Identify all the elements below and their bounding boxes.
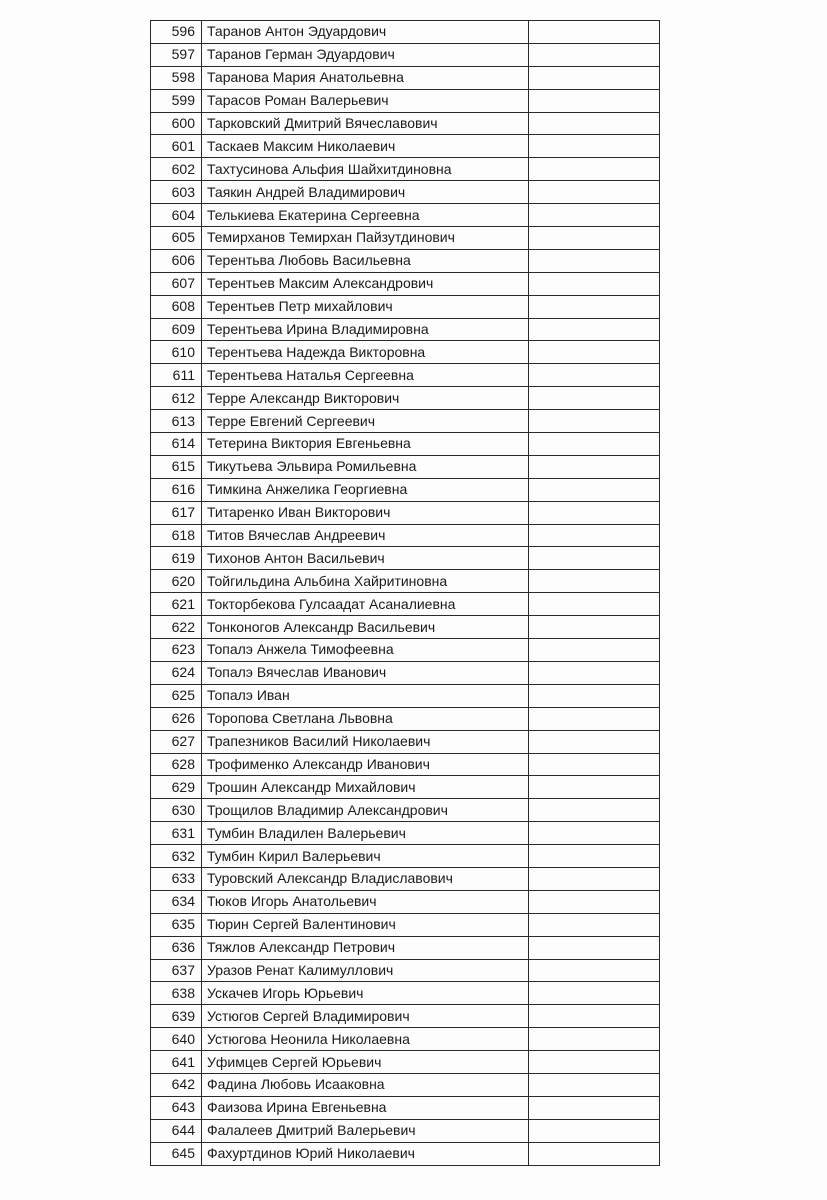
row-number-cell: 623 xyxy=(151,639,202,662)
full-name-cell: Фаизова Ирина Евгеньевна xyxy=(202,1096,529,1119)
empty-cell xyxy=(529,730,660,753)
row-number-cell: 613 xyxy=(151,410,202,433)
table-row xyxy=(151,433,660,456)
table-row xyxy=(151,890,660,913)
row-number-cell: 637 xyxy=(151,959,202,982)
full-name-cell: Таранов Герман Эдуардович xyxy=(202,43,529,66)
full-name-cell: Уфимцев Сергей Юрьевич xyxy=(202,1051,529,1074)
full-name-cell: Титов Вячеслав Андреевич xyxy=(202,524,529,547)
row-number-cell: 618 xyxy=(151,524,202,547)
row-number-cell: 599 xyxy=(151,89,202,112)
row-number-cell: 617 xyxy=(151,501,202,524)
empty-cell xyxy=(529,501,660,524)
empty-cell xyxy=(529,1096,660,1119)
empty-cell xyxy=(529,593,660,616)
empty-cell xyxy=(529,707,660,730)
table-row xyxy=(151,227,660,250)
table-row xyxy=(151,181,660,204)
full-name-cell: Тарковский Дмитрий Вячеславович xyxy=(202,112,529,135)
row-number-cell: 630 xyxy=(151,799,202,822)
empty-cell xyxy=(529,547,660,570)
table-row xyxy=(151,501,660,524)
full-name-cell: Тарасов Роман Валерьевич xyxy=(202,89,529,112)
full-name-cell: Таякин Андрей Владимирович xyxy=(202,181,529,204)
empty-cell xyxy=(529,524,660,547)
empty-cell xyxy=(529,684,660,707)
empty-cell xyxy=(529,410,660,433)
table-row xyxy=(151,799,660,822)
full-name-cell: Фадина Любовь Исааковна xyxy=(202,1073,529,1096)
table-row xyxy=(151,616,660,639)
table-row xyxy=(151,410,660,433)
full-name-cell: Топалэ Вячеслав Иванович xyxy=(202,661,529,684)
empty-cell xyxy=(529,822,660,845)
empty-cell xyxy=(529,478,660,501)
table-row xyxy=(151,1142,660,1165)
full-name-cell: Тюрин Сергей Валентинович xyxy=(202,913,529,936)
empty-cell xyxy=(529,1028,660,1051)
full-name-cell: Топалэ Иван xyxy=(202,684,529,707)
row-number-cell: 627 xyxy=(151,730,202,753)
table-row xyxy=(151,66,660,89)
table-row xyxy=(151,455,660,478)
table-row xyxy=(151,21,660,44)
table-row xyxy=(151,1119,660,1142)
row-number-cell: 597 xyxy=(151,43,202,66)
empty-cell xyxy=(529,43,660,66)
table-row xyxy=(151,272,660,295)
roster-table-body xyxy=(151,21,660,1166)
full-name-cell: Темирханов Темирхан Пайзутдинович xyxy=(202,227,529,250)
full-name-cell: Тикутьева Эльвира Ромильевна xyxy=(202,455,529,478)
row-number-cell: 624 xyxy=(151,661,202,684)
full-name-cell: Тумбин Владилен Валерьевич xyxy=(202,822,529,845)
empty-cell xyxy=(529,387,660,410)
full-name-cell: Терентьева Ирина Владимировна xyxy=(202,318,529,341)
row-number-cell: 628 xyxy=(151,753,202,776)
full-name-cell: Трапезников Василий Николаевич xyxy=(202,730,529,753)
table-row xyxy=(151,1005,660,1028)
row-number-cell: 638 xyxy=(151,982,202,1005)
full-name-cell: Терентьева Надежда Викторовна xyxy=(202,341,529,364)
table-row xyxy=(151,387,660,410)
row-number-cell: 631 xyxy=(151,822,202,845)
full-name-cell: Тойгильдина Альбина Хайритиновна xyxy=(202,570,529,593)
full-name-cell: Тонконогов Александр Васильевич xyxy=(202,616,529,639)
row-number-cell: 608 xyxy=(151,295,202,318)
empty-cell xyxy=(529,433,660,456)
empty-cell xyxy=(529,799,660,822)
table-row xyxy=(151,753,660,776)
empty-cell xyxy=(529,936,660,959)
full-name-cell: Терре Александр Викторович xyxy=(202,387,529,410)
table-row xyxy=(151,478,660,501)
table-row xyxy=(151,593,660,616)
row-number-cell: 611 xyxy=(151,364,202,387)
row-number-cell: 635 xyxy=(151,913,202,936)
full-name-cell: Терентьева Наталья Сергеевна xyxy=(202,364,529,387)
row-number-cell: 596 xyxy=(151,21,202,44)
table-row xyxy=(151,982,660,1005)
full-name-cell: Титаренко Иван Викторович xyxy=(202,501,529,524)
table-row xyxy=(151,547,660,570)
row-number-cell: 643 xyxy=(151,1096,202,1119)
full-name-cell: Фалалеев Дмитрий Валерьевич xyxy=(202,1119,529,1142)
empty-cell xyxy=(529,341,660,364)
full-name-cell: Трошин Александр Михайлович xyxy=(202,776,529,799)
table-row xyxy=(151,1096,660,1119)
table-row xyxy=(151,1051,660,1074)
table-row xyxy=(151,570,660,593)
row-number-cell: 619 xyxy=(151,547,202,570)
roster-table xyxy=(150,20,660,1166)
empty-cell xyxy=(529,913,660,936)
table-row xyxy=(151,318,660,341)
table-row xyxy=(151,936,660,959)
empty-cell xyxy=(529,21,660,44)
row-number-cell: 633 xyxy=(151,867,202,890)
row-number-cell: 610 xyxy=(151,341,202,364)
row-number-cell: 603 xyxy=(151,181,202,204)
row-number-cell: 604 xyxy=(151,204,202,227)
row-number-cell: 640 xyxy=(151,1028,202,1051)
full-name-cell: Фахуртдинов Юрий Николаевич xyxy=(202,1142,529,1165)
full-name-cell: Тимкина Анжелика Георгиевна xyxy=(202,478,529,501)
full-name-cell: Таранова Мария Анатольевна xyxy=(202,66,529,89)
full-name-cell: Тумбин Кирил Валерьевич xyxy=(202,845,529,868)
row-number-cell: 614 xyxy=(151,433,202,456)
full-name-cell: Терентьев Максим Александрович xyxy=(202,272,529,295)
row-number-cell: 639 xyxy=(151,1005,202,1028)
table-row xyxy=(151,89,660,112)
empty-cell xyxy=(529,135,660,158)
empty-cell xyxy=(529,959,660,982)
table-row xyxy=(151,364,660,387)
empty-cell xyxy=(529,616,660,639)
table-row xyxy=(151,135,660,158)
full-name-cell: Тахтусинова Альфия Шайхитдиновна xyxy=(202,158,529,181)
empty-cell xyxy=(529,1119,660,1142)
empty-cell xyxy=(529,295,660,318)
table-row xyxy=(151,661,660,684)
table-row xyxy=(151,204,660,227)
table-row xyxy=(151,112,660,135)
full-name-cell: Тяжлов Александр Петрович xyxy=(202,936,529,959)
table-row xyxy=(151,1073,660,1096)
full-name-cell: Топалэ Анжела Тимофеевна xyxy=(202,639,529,662)
table-row xyxy=(151,1028,660,1051)
row-number-cell: 634 xyxy=(151,890,202,913)
row-number-cell: 632 xyxy=(151,845,202,868)
row-number-cell: 605 xyxy=(151,227,202,250)
row-number-cell: 612 xyxy=(151,387,202,410)
full-name-cell: Таранов Антон Эдуардович xyxy=(202,21,529,44)
full-name-cell: Телькиева Екатерина Сергеевна xyxy=(202,204,529,227)
full-name-cell: Тетерина Виктория Евгеньевна xyxy=(202,433,529,456)
full-name-cell: Устюгова Неонила Николаевна xyxy=(202,1028,529,1051)
row-number-cell: 606 xyxy=(151,249,202,272)
empty-cell xyxy=(529,112,660,135)
table-row xyxy=(151,845,660,868)
empty-cell xyxy=(529,181,660,204)
empty-cell xyxy=(529,570,660,593)
table-row xyxy=(151,730,660,753)
empty-cell xyxy=(529,249,660,272)
table-row xyxy=(151,867,660,890)
full-name-cell: Уразов Ренат Калимуллович xyxy=(202,959,529,982)
row-number-cell: 622 xyxy=(151,616,202,639)
table-row xyxy=(151,959,660,982)
full-name-cell: Терентьев Петр михайлович xyxy=(202,295,529,318)
full-name-cell: Туровский Александр Владиславович xyxy=(202,867,529,890)
full-name-cell: Токторбекова Гулсаадат Асаналиевна xyxy=(202,593,529,616)
row-number-cell: 642 xyxy=(151,1073,202,1096)
table-row xyxy=(151,43,660,66)
row-number-cell: 626 xyxy=(151,707,202,730)
full-name-cell: Торопова Светлана Львовна xyxy=(202,707,529,730)
empty-cell xyxy=(529,639,660,662)
empty-cell xyxy=(529,227,660,250)
row-number-cell: 616 xyxy=(151,478,202,501)
empty-cell xyxy=(529,661,660,684)
empty-cell xyxy=(529,89,660,112)
empty-cell xyxy=(529,158,660,181)
row-number-cell: 645 xyxy=(151,1142,202,1165)
empty-cell xyxy=(529,982,660,1005)
table-row xyxy=(151,707,660,730)
empty-cell xyxy=(529,867,660,890)
row-number-cell: 620 xyxy=(151,570,202,593)
full-name-cell: Устюгов Сергей Владимирович xyxy=(202,1005,529,1028)
row-number-cell: 607 xyxy=(151,272,202,295)
row-number-cell: 625 xyxy=(151,684,202,707)
empty-cell xyxy=(529,1005,660,1028)
empty-cell xyxy=(529,1073,660,1096)
empty-cell xyxy=(529,204,660,227)
empty-cell xyxy=(529,364,660,387)
table-row xyxy=(151,913,660,936)
table-row xyxy=(151,822,660,845)
row-number-cell: 644 xyxy=(151,1119,202,1142)
full-name-cell: Таскаев Максим Николаевич xyxy=(202,135,529,158)
row-number-cell: 598 xyxy=(151,66,202,89)
empty-cell xyxy=(529,776,660,799)
row-number-cell: 629 xyxy=(151,776,202,799)
empty-cell xyxy=(529,272,660,295)
empty-cell xyxy=(529,753,660,776)
table-row xyxy=(151,776,660,799)
full-name-cell: Тюков Игорь Анатольевич xyxy=(202,890,529,913)
full-name-cell: Терре Евгений Сергеевич xyxy=(202,410,529,433)
row-number-cell: 600 xyxy=(151,112,202,135)
table-row xyxy=(151,524,660,547)
full-name-cell: Трофименко Александр Иванович xyxy=(202,753,529,776)
empty-cell xyxy=(529,455,660,478)
empty-cell xyxy=(529,890,660,913)
row-number-cell: 601 xyxy=(151,135,202,158)
full-name-cell: Тихонов Антон Васильевич xyxy=(202,547,529,570)
full-name-cell: Ускачев Игорь Юрьевич xyxy=(202,982,529,1005)
empty-cell xyxy=(529,318,660,341)
row-number-cell: 641 xyxy=(151,1051,202,1074)
row-number-cell: 615 xyxy=(151,455,202,478)
table-row xyxy=(151,249,660,272)
empty-cell xyxy=(529,845,660,868)
table-row xyxy=(151,158,660,181)
table-row xyxy=(151,295,660,318)
empty-cell xyxy=(529,1142,660,1165)
full-name-cell: Терентьва Любовь Васильевна xyxy=(202,249,529,272)
table-row xyxy=(151,639,660,662)
table-row xyxy=(151,341,660,364)
row-number-cell: 602 xyxy=(151,158,202,181)
full-name-cell: Трощилов Владимир Александрович xyxy=(202,799,529,822)
row-number-cell: 636 xyxy=(151,936,202,959)
empty-cell xyxy=(529,1051,660,1074)
table-row xyxy=(151,684,660,707)
row-number-cell: 621 xyxy=(151,593,202,616)
empty-cell xyxy=(529,66,660,89)
row-number-cell: 609 xyxy=(151,318,202,341)
